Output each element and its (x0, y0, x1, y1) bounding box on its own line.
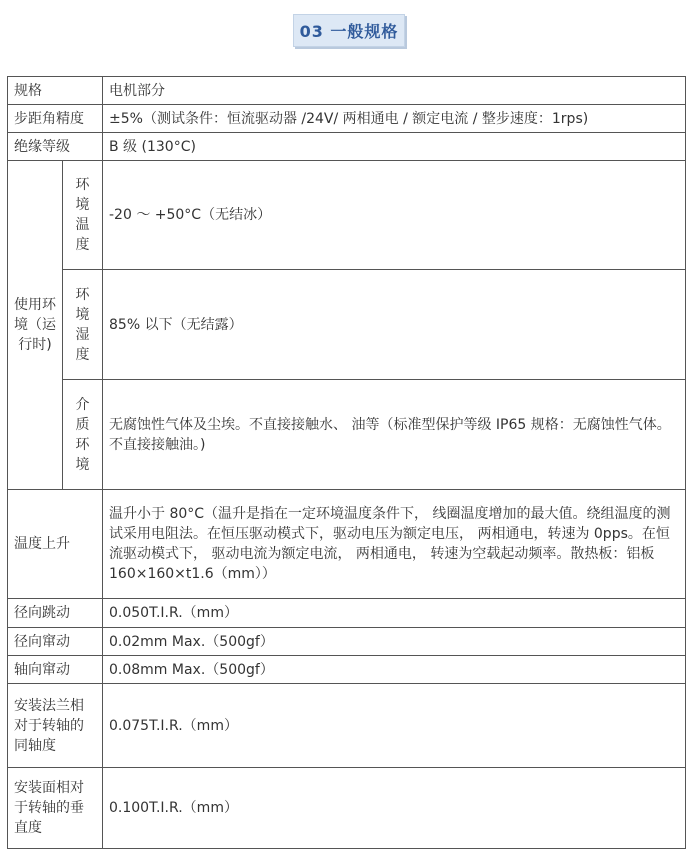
row-value: 0.08mm Max.（500gf） (103, 656, 686, 684)
heading-wrap (0, 14, 698, 47)
row-label: 步距角精度 (8, 105, 103, 133)
row-value: 温升小于 80°C（温升是指在一定环境温度条件下， 线圈温度增加的最大值。绕组温度的测试采用电阻法。在恒压驱动模式下，驱动电压为额定电压， 两相通电，转速为 0pps。在恒流驱动模式下， 驱动电流为额定电流， 两相通电， 转速为空载起动频率。散热板：铝板 160×160×t1.6（mm）） (103, 490, 686, 599)
row-value: 0.02mm Max.（500gf） (103, 628, 686, 656)
table-row (8, 105, 686, 133)
row-label: 径向跳动 (8, 599, 103, 628)
table-row (8, 684, 686, 768)
row-label: 绝缘等级 (8, 133, 103, 161)
table-row (8, 490, 686, 599)
row-sublabel: 环境温度 (63, 161, 103, 270)
section-heading: 03 一般规格 (293, 14, 406, 47)
row-label: 安装面相对于转轴的垂直度 (8, 768, 103, 849)
table-row (8, 161, 686, 270)
row-sublabel: 介质环境 (63, 380, 103, 490)
spec-table (7, 76, 686, 849)
table-row (8, 656, 686, 684)
row-value: 85% 以下（无结露） (103, 270, 686, 380)
row-value: 无腐蚀性气体及尘埃。不直接接触水、 油等（标准型保护等级 IP65 规格：无腐蚀性气体。不直接接触油。) (103, 380, 686, 490)
row-value: -20 ～ +50°C（无结冰） (103, 161, 686, 270)
table-row (8, 270, 686, 380)
table-row (8, 380, 686, 490)
row-label: 安装法兰相对于转轴的同轴度 (8, 684, 103, 768)
row-label: 规格 (8, 77, 103, 105)
row-sublabel: 环境湿度 (63, 270, 103, 380)
usage-environment-label: 使用环境（运行时) (8, 161, 63, 490)
row-label: 径向窜动 (8, 628, 103, 656)
row-value: ±5%（测试条件：恒流驱动器 /24V/ 两相通电 / 额定电流 / 整步速度：1rps) (103, 105, 686, 133)
row-value: 电机部分 (103, 77, 686, 105)
row-value: 0.100T.I.R.（mm） (103, 768, 686, 849)
table-row (8, 599, 686, 628)
row-value: B 级 (130°C) (103, 133, 686, 161)
row-label: 轴向窜动 (8, 656, 103, 684)
row-label: 温度上升 (8, 490, 103, 599)
row-value: 0.050T.I.R.（mm） (103, 599, 686, 628)
table-row (8, 77, 686, 105)
row-value: 0.075T.I.R.（mm） (103, 684, 686, 768)
table-row (8, 768, 686, 849)
table-row (8, 628, 686, 656)
table-row (8, 133, 686, 161)
